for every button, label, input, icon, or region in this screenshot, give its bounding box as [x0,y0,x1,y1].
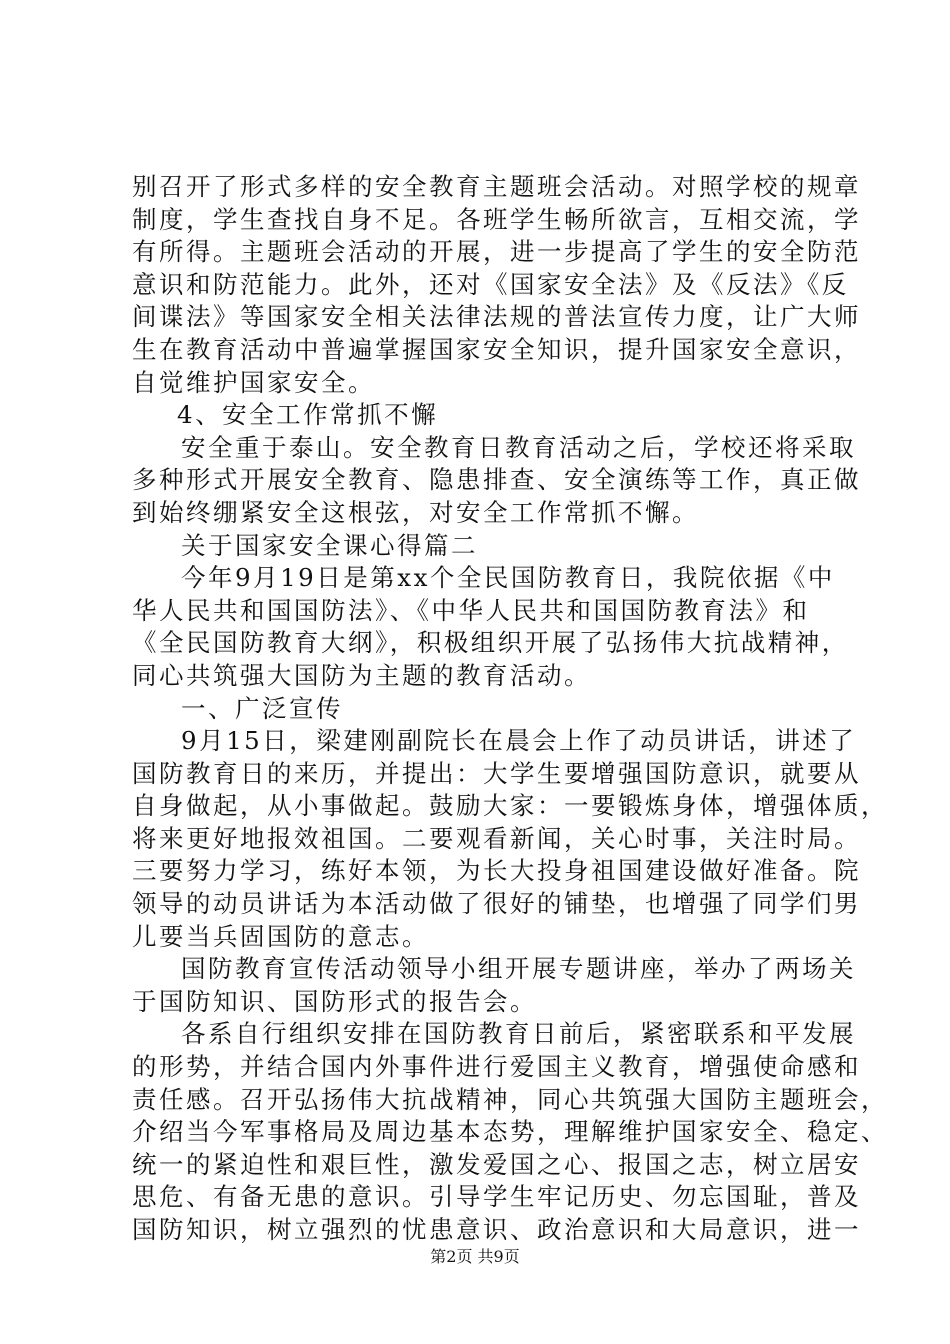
text-line: 儿要当兵固国防的意志。 [132,921,429,951]
text-line: 安全重于泰山。安全教育日教育活动之后，学校还将采取 [181,432,856,462]
text-line: 思危、有备无患的意识。引导学生牢记历史、勿忘国耻，普及 [132,1182,861,1212]
text-line: 国防教育宣传活动领导小组开展专题讲座，举办了两场关 [181,954,856,984]
text-line: 同心共筑强大国防为主题的教育活动。 [132,660,591,690]
text-line: 华人民共和国国防法》、《中华人民共和国国防教育法》和 [132,595,810,625]
page-number-footer: 第2页 共9页 [430,1247,520,1266]
text-line: 《全民国防教育大纲》，积极组织开展了弘扬伟大抗战精神， [132,628,849,658]
section-heading: 关于国家安全课心得篇二 [181,530,478,560]
text-line: 今年9月19日是第xx个全民国防教育日，我院依据《中 [181,563,835,593]
text-line: 统一的紧迫性和艰巨性，激发爱国之心、报国之志，树立居安 [132,1149,861,1179]
text-line: 各系自行组织安排在国防教育日前后，紧密联系和平发展 [181,1019,856,1049]
section-heading: 一、广泛宣传 [181,693,343,723]
text-line: 有所得。主题班会活动的开展，进一步提高了学生的安全防范 [132,237,861,267]
body-text [132,171,888,1247]
text-line: 的形势，并结合国内外事件进行爱国主义教育，增强使命感和 [132,1052,861,1082]
text-line: 国防知识，树立强烈的忧患意识、政治意识和大局意识，进一 [132,1215,861,1244]
text-line: 国防教育日的来历，并提出：大学生要增强国防意识，就要从 [132,758,861,788]
text-line: 三要努力学习，练好本领，为长大投身祖国建设做好准备。院 [132,856,861,886]
text-line: 别召开了形式多样的安全教育主题班会活动。对照学校的规章 [132,172,861,201]
text-line: 自觉维护国家安全。 [132,367,375,397]
text-line: 多种形式开展安全教育、隐患排查、安全演练等工作，真正做 [132,465,861,495]
text-line: 领导的动员讲话为本活动做了很好的铺垫，也增强了同学们男 [132,889,861,919]
text-line: 间谍法》等国家安全相关法律法规的普法宣传力度，让广大师 [132,302,861,332]
text-line: 生在教育活动中普遍掌握国家安全知识，提升国家安全意识， [132,334,861,364]
text-line: 介绍当今军事格局及周边基本态势，理解维护国家安全、稳定、 [132,1117,888,1147]
text-line: 制度，学生查找自身不足。各班学生畅所欲言，互相交流，学 [132,204,861,234]
text-line: 意识和防范能力。此外，还对《国家安全法》及《反法》《反 [132,269,849,299]
text-line: 到始终绷紧安全这根弦，对安全工作常抓不懈。 [132,497,699,527]
text-line: 责任感。召开弘扬伟大抗战精神，同心共筑强大国防主题班会， [132,1084,888,1114]
text-line: 9月15日，梁建刚副院长在晨会上作了动员讲话，讲述了 [181,726,857,756]
text-line: 将来更好地报效祖国。二要观看新闻，关心时事，关注时局。 [132,823,861,853]
text-line: 自身做起，从小事做起。鼓励大家：一要锻炼身体，增强体质， [132,791,888,821]
text-line: 于国防知识、国防形式的报告会。 [132,986,537,1016]
section-heading: 4、安全工作常抓不懈 [177,400,439,430]
